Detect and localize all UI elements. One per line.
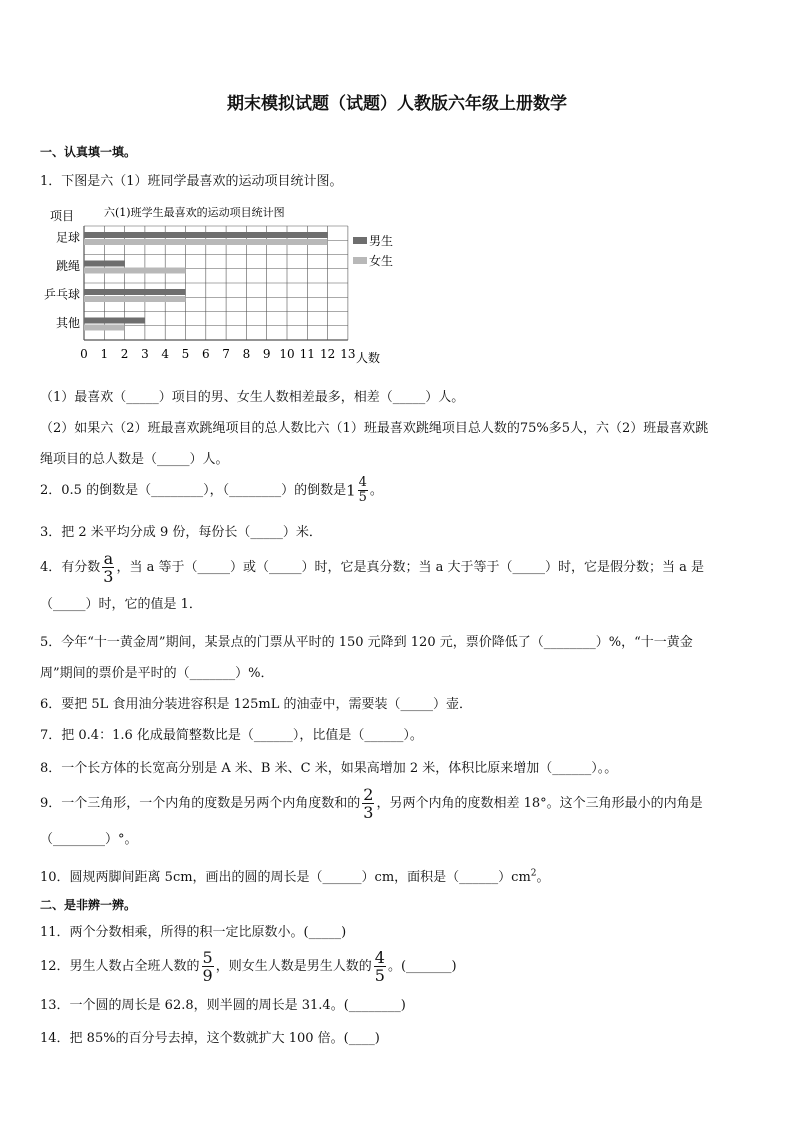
x-tick-label: 13: [340, 347, 356, 361]
x-tick-label: 4: [161, 347, 170, 361]
bar-boy: [84, 318, 145, 324]
legend-swatch-girl: [353, 257, 367, 264]
bar-girl: [84, 239, 328, 245]
category-label: 乒乓球: [43, 287, 80, 302]
legend-label-boy: 男生: [369, 234, 394, 248]
x-tick-label: 12: [319, 347, 336, 361]
section-1-heading: 一、认真填一填。: [40, 145, 137, 159]
fraction-denominator: 9: [202, 966, 213, 985]
question-10-end: 。: [536, 870, 550, 885]
bar-girl: [84, 325, 125, 331]
question-10: [40, 866, 550, 885]
legend-swatch-boy: [353, 237, 367, 244]
question-12-text: 12．男生人数占全班人数的: [40, 959, 200, 974]
question-7: 7．把 0.4：1.6 化成最简整数比是（______），比值是（______）。: [40, 728, 423, 743]
question-12-fraction-2: [374, 949, 386, 984]
fraction-denominator: 3: [363, 803, 374, 822]
bar-boy: [84, 261, 125, 267]
x-tick-label: 3: [141, 347, 149, 361]
bar-boy: [84, 232, 328, 238]
question-11: 11．两个分数相乘，所得的积一定比原数小。(_____): [40, 925, 347, 940]
question-6: 6．要把 5L 食用油分装进容积是 125mL 的油壶中，需要装（_____）壶．: [40, 697, 472, 712]
x-tick-label: 2: [120, 347, 129, 361]
question-2: [40, 476, 383, 505]
question-3: 3．把 2 米平均分成 9 份，每份长（_____）米．: [40, 525, 322, 540]
question-1-part-2-line-2: 绳项目的总人数是（_____）人。: [40, 452, 229, 467]
x-tick-label: 11: [299, 347, 315, 361]
section-2-heading: 二、是非辨一辨。: [40, 898, 137, 912]
question-9-text-cont: ，另两个内角的度数相差 18°。这个三角形最小的内角是: [376, 796, 703, 811]
question-2-end: 。: [369, 483, 383, 498]
fraction-denominator: 3: [103, 567, 114, 586]
legend-label-girl: 女生: [369, 254, 394, 268]
x-tick-label: 1: [100, 347, 109, 361]
bar-girl: [84, 268, 186, 274]
fraction-numerator: a: [103, 549, 114, 568]
question-5-line-2: 周”期间的票价是平时的（_______）%．: [40, 666, 274, 681]
fraction-numerator: 2: [363, 785, 374, 804]
question-4-line-2: （_____）时，它的值是 1．: [40, 597, 202, 612]
question-4-fraction: [102, 550, 114, 585]
question-4-text: 4．有分数: [40, 560, 101, 575]
bar-girl: [84, 296, 186, 302]
chart-labels: [44, 230, 356, 361]
x-tick-label: 8: [242, 347, 251, 361]
bar-boy: [84, 289, 186, 295]
question-13: 13．一个圆的周长是 62.8，则半圆的周长是 31.4。(________): [40, 998, 406, 1013]
page-title: 期末模拟试题（试题）人教版六年级上册数学: [227, 94, 567, 114]
x-tick-label: 9: [262, 347, 271, 361]
question-12-end: 。(_______): [387, 959, 457, 974]
question-9-fraction: [362, 786, 374, 821]
fraction-denominator: 5: [374, 966, 385, 985]
question-12: [40, 949, 457, 984]
fraction-denominator: 5: [358, 490, 367, 505]
question-12-fraction-1: [202, 949, 214, 984]
sports-bar-chart: [36, 200, 406, 370]
x-tick-label: 10: [279, 347, 295, 361]
category-label: 跳绳: [55, 259, 80, 274]
square-superscript: 2: [530, 868, 537, 879]
question-8: 8．一个长方体的长宽高分别是 A 米、B 米、C 米，如果高增加 2 米，体积比原来增加（______）。。: [40, 761, 618, 776]
x-tick-label: 5: [181, 347, 190, 361]
question-1-part-2-line-1: （2）如果六（2）班最喜欢跳绳项目的总人数比六（1）班最喜欢跳绳项目总人数的75%多5人，六（2）班最喜欢跳: [40, 421, 709, 436]
question-1: 1．下图是六（1）班同学最喜欢的运动项目统计图。: [40, 174, 343, 189]
fraction-numerator: 4: [374, 948, 385, 967]
question-1-part-1: （1）最喜欢（_____）项目的男、女生人数相差最多，相差（_____）人。: [40, 390, 465, 405]
question-5-line-1: 5．今年“十一黄金周”期间，某景点的门票从平时的 150 元降到 120 元，票价降低了（________）%，“十一黄金: [40, 635, 693, 650]
question-2-text: 2．0.5 的倒数是（________），（________）的倒数是: [40, 483, 347, 498]
fraction-numerator: 4: [358, 475, 367, 490]
fraction-numerator: 5: [202, 948, 213, 967]
question-2-mixed-whole: 1: [346, 481, 356, 500]
chart-y-axis-label: 项目: [50, 209, 75, 223]
question-4-text-cont: ，当 a 等于（_____）或（_____）时，它是真分数；当 a 大于等于（_____）时，它是假分数；当 a 是: [116, 560, 705, 575]
question-9-line-2: （________）°。: [40, 832, 138, 847]
category-label: 足球: [55, 230, 80, 245]
question-10-text: 10．圆规两脚间距离 5cm，画出的圆的周长是（______）cm，面积是（______）cm: [40, 870, 531, 885]
question-9-text: 9．一个三角形，一个内角的度数是另两个内角度数和的: [40, 796, 361, 811]
question-4: [40, 550, 704, 585]
x-tick-label: 6: [201, 347, 210, 361]
question-2-fraction: [358, 476, 368, 505]
category-label: 其他: [55, 316, 80, 331]
question-14: 14．把 85%的百分号去掉，这个数就扩大 100 倍。(____): [40, 1031, 380, 1046]
x-tick-label: 0: [80, 347, 88, 361]
question-9: [40, 786, 703, 821]
question-12-text-mid: ，则女生人数是男生人数的: [215, 959, 372, 974]
x-tick-label: 7: [222, 347, 230, 361]
chart-title: 六(1)班学生最喜欢的运动项目统计图: [104, 206, 285, 219]
chart-x-axis-label: 人数: [356, 351, 381, 365]
